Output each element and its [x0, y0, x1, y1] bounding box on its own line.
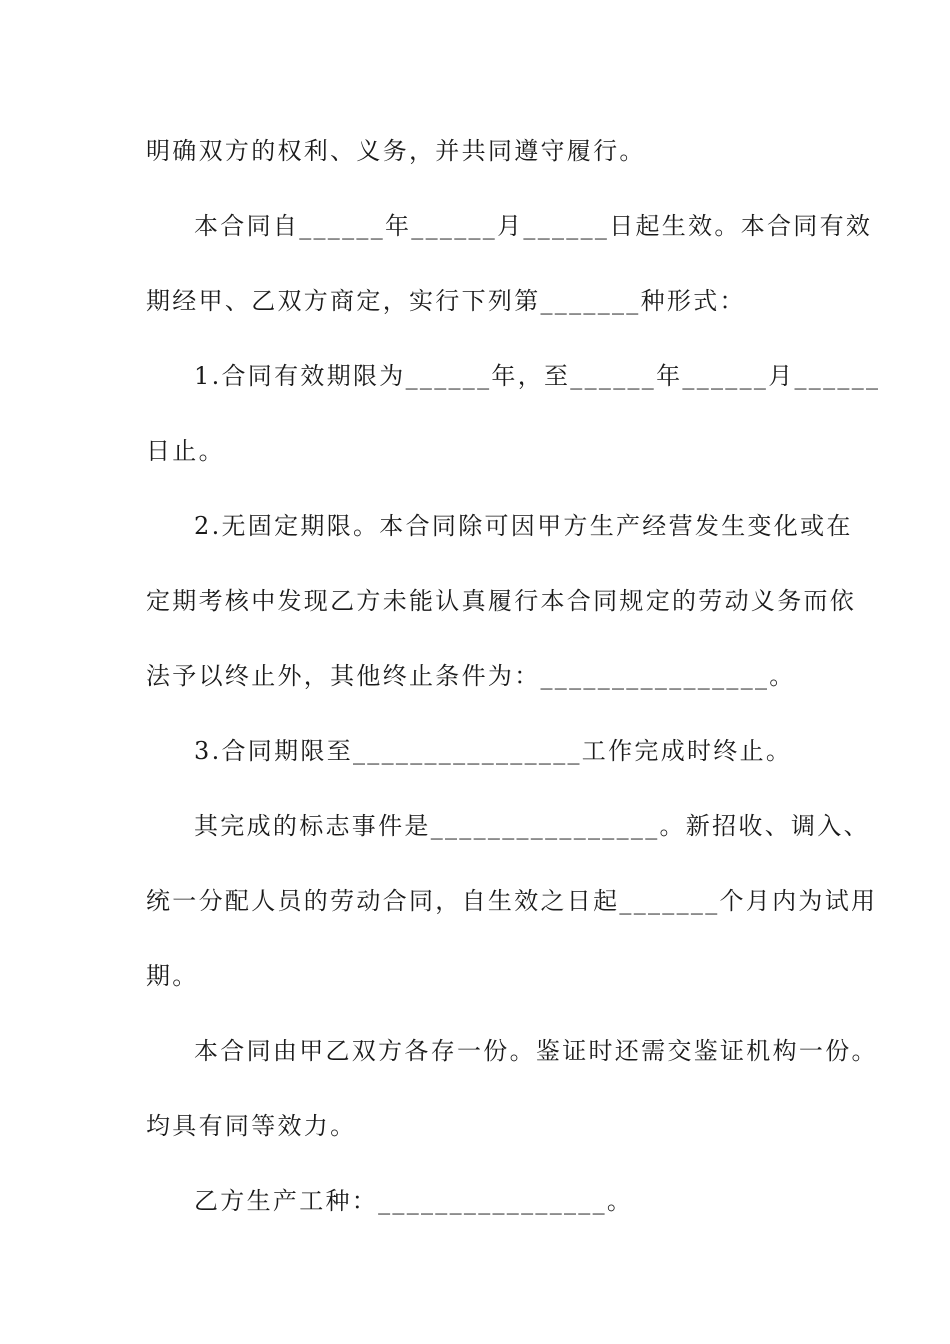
paragraph-line: 3.合同期限至________________工作完成时终止。 — [194, 737, 793, 765]
paragraph-line: 日止。 — [146, 437, 225, 465]
paragraph-line: 本合同自______年______月______日起生效。本合同有效 — [194, 212, 873, 240]
paragraph-line: 期经甲、乙双方商定，实行下列第_______种形式： — [146, 287, 746, 315]
paragraph-line: 其完成的标志事件是________________。新招收、调入、 — [194, 812, 870, 840]
paragraph-line: 法予以终止外，其他终止条件为：________________。 — [146, 662, 796, 690]
paragraph-line: 期。 — [146, 962, 199, 990]
paragraph-line: 1.合同有效期限为______年，至______年______月______ — [194, 362, 881, 390]
paragraph-line: 2.无固定期限。本合同除可因甲方生产经营发生变化或在 — [194, 512, 853, 540]
paragraph-line: 明确双方的权利、义务，并共同遵守履行。 — [146, 137, 646, 165]
paragraph-line: 乙方生产工种：________________。 — [194, 1187, 634, 1215]
paragraph-line: 均具有同等效力。 — [146, 1112, 357, 1140]
paragraph-line: 统一分配人员的劳动合同，自生效之日起_______个月内为试用 — [146, 887, 878, 915]
paragraph-line: 本合同由甲乙双方各存一份。鉴证时还需交鉴证机构一份。 — [194, 1037, 878, 1065]
paragraph-line: 定期考核中发现乙方未能认真履行本合同规定的劳动义务而依 — [146, 587, 857, 615]
